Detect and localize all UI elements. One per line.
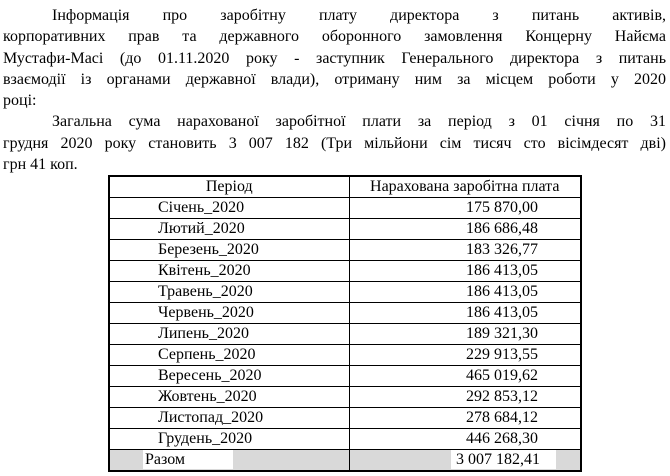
salary-table (108, 175, 582, 472)
period-cell: Березень_2020 (109, 240, 349, 261)
table-row (109, 345, 581, 366)
salary-cell: 186 413,05 (349, 282, 581, 303)
total-row-label: Разом (143, 450, 233, 469)
period-cell: Жовтень_2020 (109, 387, 349, 408)
paragraph-intro (3, 5, 666, 111)
period-cell: Лютий_2020 (109, 219, 349, 240)
total-row-value: 3 007 182,41 (451, 450, 556, 469)
table-row (109, 198, 581, 219)
table-row (109, 324, 581, 345)
paragraph-line: грудня 2020 року становить 3 007 182 (Три мільйони сім тисяч сто вісімдесят дві) (3, 134, 666, 152)
table-row (109, 408, 581, 429)
paragraph-line: Загальна сума нарахованої заробітної плати за період з 01 січня по 31 (52, 113, 666, 131)
salary-cell: 183 326,77 (349, 240, 581, 261)
paragraph-line: взаємодії із органами державної влади), отриману ним за місцем роботи у 2020 (3, 70, 666, 88)
salary-cell: 446 268,30 (349, 429, 581, 450)
paragraph-line: році: (3, 92, 37, 110)
table-row (109, 240, 581, 261)
period-cell: Січень_2020 (109, 198, 349, 219)
period-cell: Квітень_2020 (109, 261, 349, 282)
table-row (109, 429, 581, 450)
salary-cell: 292 853,12 (349, 387, 581, 408)
table-row (109, 366, 581, 387)
salary-cell: 175 870,00 (349, 198, 581, 219)
table-row (109, 282, 581, 303)
paragraph-line: грн 41 коп. (3, 156, 78, 174)
table-row (109, 219, 581, 240)
salary-cell: 186 686,48 (349, 219, 581, 240)
paragraph-line: корпоративних прав та державного оборонного замовлення Концерну Найєма (3, 28, 666, 46)
salary-column-header: Нарахована заробітна плата (349, 176, 581, 198)
salary-cell: 278 684,12 (349, 408, 581, 429)
table-row (109, 261, 581, 282)
table-row (109, 387, 581, 408)
period-cell: Травень_2020 (109, 282, 349, 303)
salary-cell: 189 321,30 (349, 324, 581, 345)
paragraph-line: Інформація про заробітну плату директора з питань активів, (52, 7, 666, 24)
period-cell: Грудень_2020 (109, 429, 349, 450)
paragraph-total-sum (3, 111, 666, 175)
paragraph-line: Мустафи-Масі (до 01.11.2020 року - заступник Генерального директора з питань (3, 49, 666, 67)
period-column-header: Період (109, 176, 349, 198)
period-cell: Липень_2020 (109, 324, 349, 345)
period-cell: Серпень_2020 (109, 345, 349, 366)
period-cell: Листопад_2020 (109, 408, 349, 429)
table-row (109, 303, 581, 324)
table-header-row (109, 176, 581, 198)
salary-cell: 186 413,05 (349, 303, 581, 324)
salary-cell: 186 413,05 (349, 261, 581, 282)
period-cell: Вересень_2020 (109, 366, 349, 387)
salary-cell: 229 913,55 (349, 345, 581, 366)
salary-cell: 465 019,62 (349, 366, 581, 387)
table-total-row (109, 450, 581, 472)
total-salary-cell (349, 450, 581, 472)
total-period-cell (109, 450, 349, 472)
period-cell: Червень_2020 (109, 303, 349, 324)
